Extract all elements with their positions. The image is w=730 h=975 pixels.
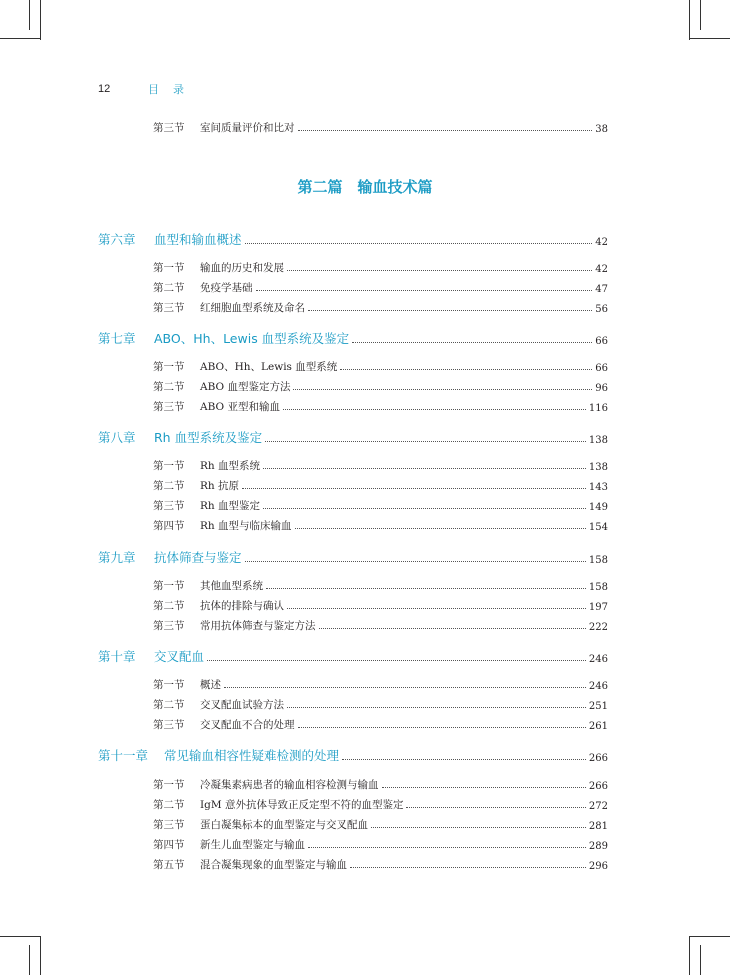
section-label: 第二节	[153, 600, 185, 612]
dot-leader	[265, 441, 586, 442]
section-label: 第二节	[153, 799, 185, 811]
toc-chapter-entry[interactable]	[98, 428, 608, 446]
section-title: 红细胞血型系统及命名	[200, 302, 305, 314]
section-page: 154	[588, 522, 608, 533]
part-title: 第二篇 输血技术篇	[297, 178, 433, 196]
dot-leader	[287, 608, 586, 609]
chapter-label: 第十章	[98, 649, 136, 664]
chapter-title: 血型和输血概述	[154, 232, 242, 247]
section-title: ABO 血型鉴定方法	[200, 381, 291, 393]
toc-section-entry[interactable]	[153, 299, 608, 315]
chapter-page: 66	[595, 336, 608, 347]
section-title: 抗体的排除与确认	[200, 600, 284, 612]
dot-leader	[242, 488, 586, 489]
chapter-page: 138	[588, 435, 608, 446]
chapter-page: 158	[588, 555, 608, 566]
section-title: 冷凝集素病患者的输血相容检测与输血	[200, 779, 379, 791]
crop-mark	[40, 936, 41, 975]
toc-section-entry[interactable]	[153, 259, 608, 275]
section-title: Rh 抗原	[200, 480, 240, 492]
crop-mark	[29, 945, 30, 975]
section-title: 输血的历史和发展	[200, 262, 284, 274]
crop-mark	[700, 945, 701, 975]
page-number: 12	[98, 83, 111, 95]
section-label: 第一节	[153, 361, 185, 373]
section-page: 149	[588, 502, 608, 513]
section-label: 第一节	[153, 262, 185, 274]
section-title: 交叉配血试验方法	[200, 699, 284, 711]
dot-leader	[263, 468, 586, 469]
chapter-page: 246	[588, 654, 608, 665]
section-title: 新生儿血型鉴定与输血	[200, 839, 305, 851]
dot-leader	[308, 847, 586, 848]
section-label: 第四节	[153, 520, 185, 532]
section-title: 交叉配血不合的处理	[200, 719, 295, 731]
crop-mark	[0, 936, 40, 937]
dot-leader	[256, 290, 593, 291]
section-page: 66	[595, 363, 608, 374]
crop-mark	[40, 0, 41, 40]
toc-section-entry[interactable]	[153, 378, 608, 394]
section-page: 266	[588, 781, 608, 792]
toc-section-entry[interactable]	[153, 676, 608, 692]
toc-chapter-entry[interactable]	[98, 746, 608, 764]
section-title: 免疫学基础	[200, 282, 253, 294]
dot-leader	[406, 807, 585, 808]
section-page: 116	[588, 403, 608, 414]
section-title: Rh 血型与临床输血	[200, 520, 292, 532]
toc-section-entry[interactable]	[153, 279, 608, 295]
section-label: 第四节	[153, 839, 185, 851]
toc-section-entry[interactable]	[153, 477, 608, 493]
toc-section-entry[interactable]	[153, 816, 608, 832]
section-title: 其他血型系统	[200, 580, 263, 592]
section-title: 室间质量评价和比对	[200, 122, 295, 134]
toc-section-entry[interactable]	[153, 696, 608, 712]
dot-leader	[287, 270, 592, 271]
chapter-page: 42	[595, 237, 608, 248]
section-title: 蛋白凝集标本的血型鉴定与交叉配血	[200, 819, 368, 831]
dot-leader	[319, 628, 586, 629]
section-title: ABO、Hh、Lewis 血型系统	[200, 361, 338, 373]
section-title: IgM 意外抗体导致正反定型不符的血型鉴定	[200, 799, 404, 811]
section-page: 289	[588, 841, 608, 852]
chapter-page: 266	[588, 753, 608, 764]
dot-leader	[287, 707, 586, 708]
dot-leader	[308, 310, 592, 311]
crop-mark	[700, 0, 701, 30]
chapter-title: 常见输血相容性疑难检测的处理	[164, 748, 340, 763]
section-page: 56	[595, 304, 608, 315]
toc-chapter-entry[interactable]	[98, 647, 608, 665]
section-title: Rh 血型鉴定	[200, 500, 261, 512]
crop-mark	[690, 38, 730, 39]
toc-section-entry[interactable]	[153, 856, 608, 872]
chapter-label: 第九章	[98, 550, 136, 565]
crop-mark	[29, 0, 30, 30]
crop-mark	[690, 936, 730, 937]
toc-section-entry[interactable]	[153, 577, 608, 593]
toc-section-entry[interactable]	[153, 716, 608, 732]
dot-leader	[298, 130, 593, 131]
section-page: 143	[588, 482, 608, 493]
toc-section-entry[interactable]	[153, 517, 608, 533]
toc-section-entry[interactable]	[153, 776, 608, 792]
crop-mark	[689, 0, 690, 40]
section-label: 第二节	[153, 699, 185, 711]
section-label: 第五节	[153, 859, 185, 871]
section-label: 第三节	[153, 122, 185, 134]
toc-chapter-entry[interactable]	[98, 548, 608, 566]
dot-leader	[350, 867, 586, 868]
section-page: 296	[588, 861, 608, 872]
section-label: 第一节	[153, 779, 185, 791]
toc-section-entry[interactable]	[153, 597, 608, 613]
dot-leader	[263, 508, 586, 509]
section-label: 第三节	[153, 819, 185, 831]
chapter-label: 第六章	[98, 232, 136, 247]
section-page: 138	[588, 462, 608, 473]
section-page: 38	[595, 124, 608, 135]
section-title: ABO 亚型和输血	[200, 401, 280, 413]
dot-leader	[342, 759, 586, 760]
section-label: 第一节	[153, 679, 185, 691]
dot-leader	[382, 787, 586, 788]
section-page: 47	[595, 284, 608, 295]
crop-mark	[689, 936, 690, 975]
toc-section-entry[interactable]	[153, 358, 608, 374]
section-title: 混合凝集现象的血型鉴定与输血	[200, 859, 347, 871]
toc-section-entry[interactable]	[153, 457, 608, 473]
dot-leader	[352, 342, 592, 343]
toc-section-entry[interactable]	[153, 119, 608, 135]
section-label: 第三节	[153, 620, 185, 632]
section-label: 第三节	[153, 500, 185, 512]
chapter-title: 交叉配血	[154, 649, 205, 664]
dot-leader	[207, 660, 586, 661]
section-label: 第一节	[153, 460, 185, 472]
dot-leader	[245, 561, 586, 562]
section-label: 第二节	[153, 381, 185, 393]
section-page: 261	[588, 721, 608, 732]
dot-leader	[340, 369, 592, 370]
section-label: 第一节	[153, 580, 185, 592]
chapter-title: 抗体筛查与鉴定	[154, 550, 242, 565]
dot-leader	[283, 409, 586, 410]
dot-leader	[266, 588, 586, 589]
section-title: 常用抗体筛查与鉴定方法	[200, 620, 316, 632]
toc-section-entry[interactable]	[153, 398, 608, 414]
section-page: 158	[588, 582, 608, 593]
chapter-label: 第八章	[98, 430, 136, 445]
section-page: 42	[595, 264, 608, 275]
section-page: 246	[588, 681, 608, 692]
toc-section-entry[interactable]	[153, 617, 608, 633]
chapter-label: 第七章	[98, 331, 136, 346]
section-page: 272	[588, 801, 608, 812]
section-page: 222	[588, 622, 608, 633]
section-label: 第三节	[153, 302, 185, 314]
header-title: 目录	[148, 83, 198, 96]
chapter-title: Rh 血型系统及鉴定	[154, 430, 263, 445]
toc-section-entry[interactable]	[153, 497, 608, 513]
section-label: 第二节	[153, 480, 185, 492]
toc-chapter-entry[interactable]	[98, 230, 608, 248]
dot-leader	[245, 243, 593, 244]
section-page: 96	[595, 383, 608, 394]
running-header	[98, 81, 198, 97]
chapter-label: 第十一章	[98, 748, 149, 763]
dot-leader	[371, 827, 586, 828]
dot-leader	[293, 389, 592, 390]
crop-mark	[0, 38, 40, 39]
dot-leader	[295, 528, 586, 529]
section-label: 第三节	[153, 719, 185, 731]
section-page: 251	[588, 701, 608, 712]
toc-section-entry[interactable]	[153, 796, 608, 812]
dot-leader	[298, 727, 586, 728]
section-page: 197	[588, 602, 608, 613]
dot-leader	[224, 687, 586, 688]
section-title: 概述	[200, 679, 221, 691]
chapter-title: ABO、Hh、Lewis 血型系统及鉴定	[154, 331, 350, 346]
toc-chapter-entry[interactable]	[98, 329, 608, 347]
section-label: 第三节	[153, 401, 185, 413]
section-page: 281	[588, 821, 608, 832]
section-title: Rh 血型系统	[200, 460, 261, 472]
toc-section-entry[interactable]	[153, 836, 608, 852]
section-label: 第二节	[153, 282, 185, 294]
